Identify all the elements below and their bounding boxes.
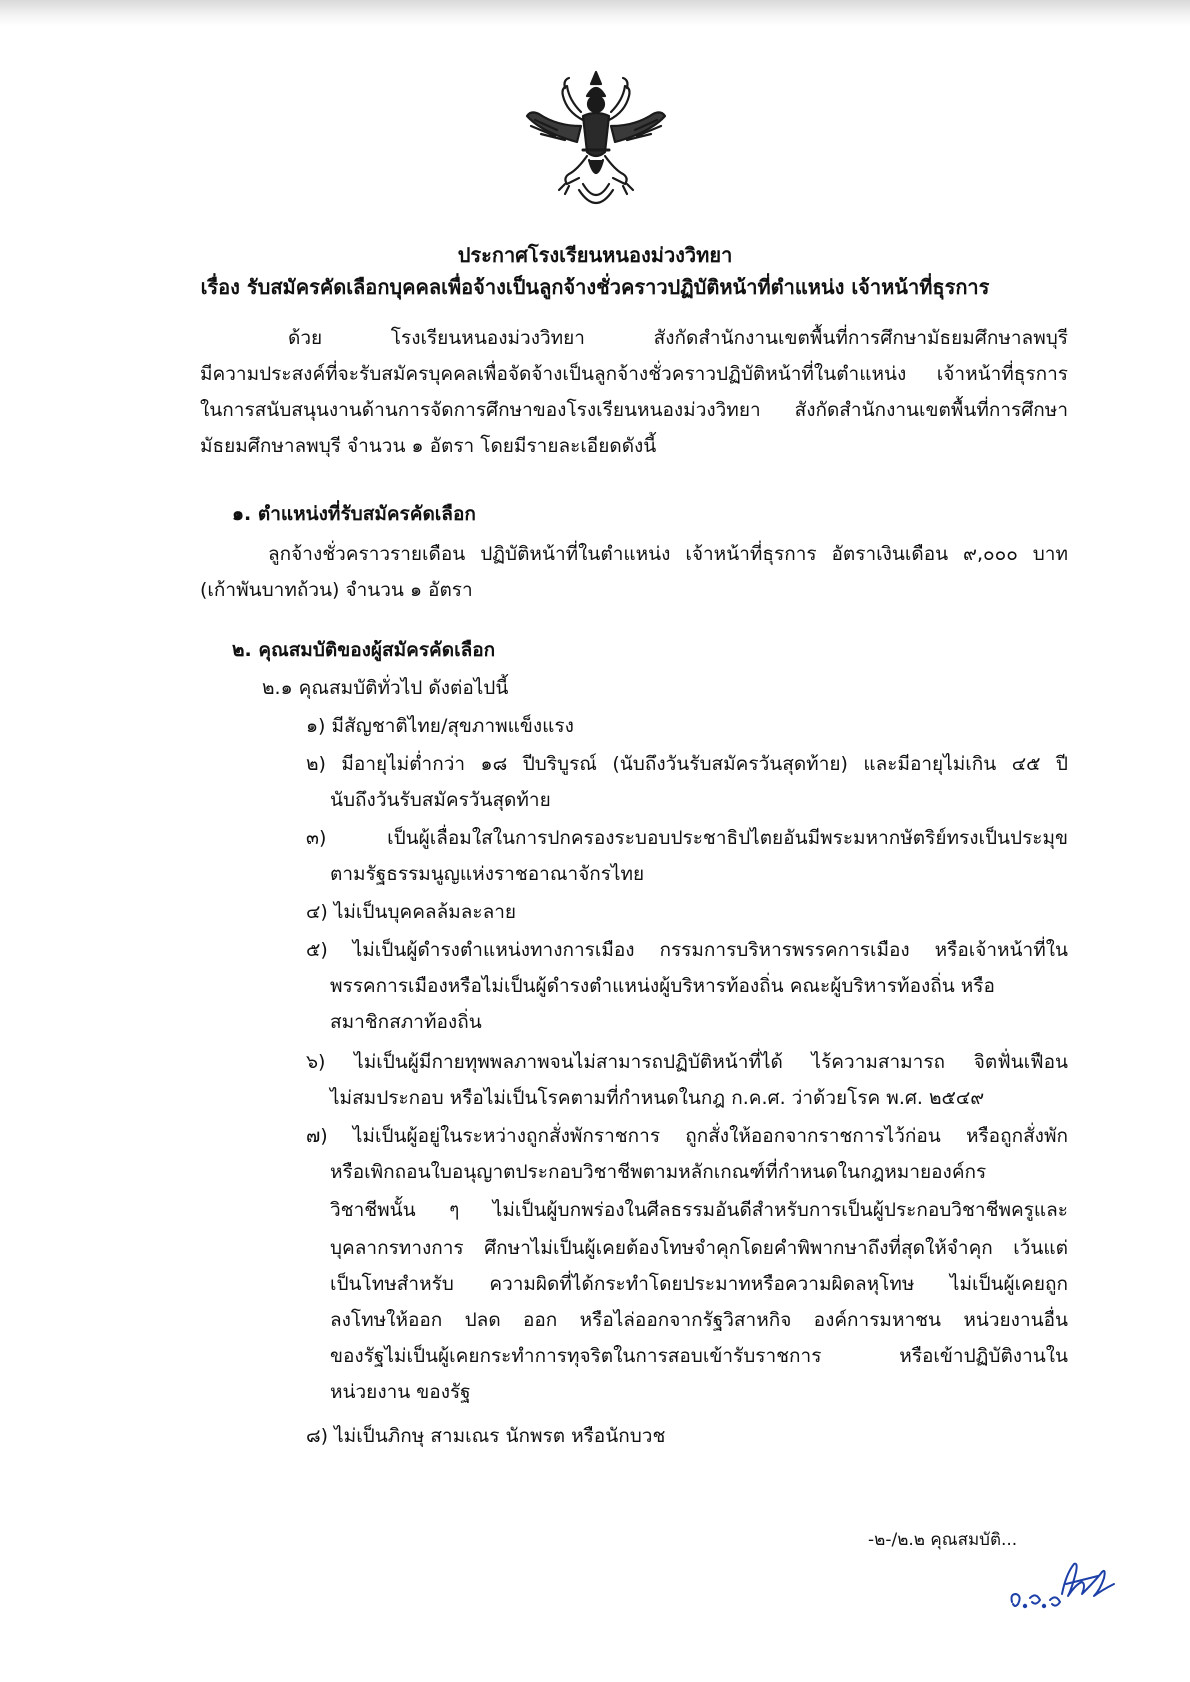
scan-shadow (0, 0, 1190, 26)
qualification-item: ๔) ไม่เป็นบุคคลล้มละลาย (306, 901, 517, 923)
intro-line: ในการสนับสนุนงานด้านการจัดการศึกษาของโรงเรียนหนองม่วงวิทยา สังกัดสำนักงานเขตพื้นที่การศึกษา (200, 399, 1068, 421)
qualification-item: ๗) ไม่เป็นผู้อยู่ในระหว่างถูกสั่งพักราชการ ถูกสั่งให้ออกจากราชการไว้ก่อน หรือถูกสั่งพัก (306, 1125, 1068, 1147)
qualification-item-continued: หรือเพิกถอนใบอนุญาตประกอบวิชาชีพตามหลักเกณฑ์ที่กำหนดในกฎหมายองค์กร (330, 1161, 987, 1183)
qualification-item-continued: ไม่สมประกอบ หรือไม่เป็นโรคตามที่กำหนดในกฎ ก.ค.ศ. ว่าด้วยโรค พ.ศ. ๒๕๔๙ (330, 1087, 985, 1109)
section-1-heading: ๑. ตำแหน่งที่รับสมัครคัดเลือก (232, 503, 476, 525)
section-2-subheading: ๒.๑ คุณสมบัติทั่วไป ดังต่อไปนี้ (262, 677, 509, 699)
qualification-item: ๕) ไม่เป็นผู้ดำรงตำแหน่งทางการเมือง กรรมการบริหารพรรคการเมือง หรือเจ้าหน้าที่ใน (306, 939, 1068, 961)
qualification-item: ๘) ไม่เป็นภิกษุ สามเณร นักพรต หรือนักบวช (306, 1425, 666, 1447)
qualification-item-continued: บุคลากรทางการ ศึกษาไม่เป็นผู้เคยต้องโทษจำคุกโดยคำพิพากษาถึงที่สุดให้จำคุก เว้นแต่ (330, 1237, 1068, 1259)
qualification-item-continued: เป็นโทษสำหรับ ความผิดที่ได้กระทำโดยประมาทหรือความผิดลหุโทษ ไม่เป็นผู้เคยถูก (330, 1273, 1068, 1295)
qualification-item: ๖) ไม่เป็นผู้มีกายทุพพลภาพจนไม่สามารถปฏิบัติหน้าที่ได้ ไร้ความสามารถ จิตฟั่นเฟือน (306, 1051, 1068, 1073)
qualification-item-continued: ของรัฐไม่เป็นผู้เคยกระทำการทุจริตในการสอบเข้ารับราชการ หรือเข้าปฏิบัติงานใน (330, 1345, 1068, 1367)
handwritten-signature (1006, 1554, 1124, 1616)
qualification-item-continued: ตามรัฐธรรมนูญแห่งราชอาณาจักรไทย (330, 863, 645, 885)
intro-line: มีความประสงค์ที่จะรับสมัครบุคคลเพื่อจัดจ้างเป็นลูกจ้างชั่วคราวปฏิบัติหน้าที่ในตำแหน่ง เจ้าหน้าที่ธุรการ (200, 363, 1068, 385)
qualification-item-continued: พรรคการเมืองหรือไม่เป็นผู้ดำรงตำแหน่งผู้บริหารท้องถิ่น คณะผู้บริหารท้องถิ่น หรือ (330, 975, 995, 997)
intro-line: มัธยมศึกษาลพบุรี จำนวน ๑ อัตรา โดยมีรายละเอียดดังนี้ (200, 435, 657, 457)
qualification-item: ๓) เป็นผู้เลื่อมใสในการปกครองระบอบประชาธิปไตยอันมีพระมหากษัตริย์ทรงเป็นประมุข (306, 827, 1068, 849)
section-2-heading: ๒. คุณสมบัติของผู้สมัครคัดเลือก (232, 639, 496, 661)
garuda-emblem-icon (521, 66, 671, 218)
qualification-item-continued: วิชาชีพนั้น ๆ ไม่เป็นผู้บกพร่องในศีลธรรมอันดีสำหรับการเป็นผู้ประกอบวิชาชีพครูและ (330, 1199, 1068, 1221)
qualification-item-continued: สมาชิกสภาท้องถิ่น (330, 1011, 482, 1033)
announcement-subject: เรื่อง รับสมัครคัดเลือกบุคคลเพื่อจ้างเป็นลูกจ้างชั่วคราวปฏิบัติหน้าที่ตำแหน่ง เจ้าหน้าที่ธุรการ (200, 275, 990, 299)
qualification-item: ๒) มีอายุไม่ต่ำกว่า ๑๘ ปีบริบูรณ์ (นับถึงวันรับสมัครวันสุดท้าย) และมีอายุไม่เกิน ๔๕ ปี (306, 753, 1068, 775)
intro-line: ด้วย โรงเรียนหนองม่วงวิทยา สังกัดสำนักงานเขตพื้นที่การศึกษามัธยมศึกษาลพบุรี (288, 327, 1068, 349)
page-continuation: -๒-/๒.๒ คุณสมบัติ... (868, 1530, 1018, 1550)
announcement-title: ประกาศโรงเรียนหนองม่วงวิทยา (457, 243, 733, 267)
qualification-item-continued: ลงโทษให้ออก ปลด ออก หรือไล่ออกจากรัฐวิสาหกิจ องค์การมหาชน หน่วยงานอื่น (330, 1309, 1068, 1331)
section-1-line: ลูกจ้างชั่วคราวรายเดือน ปฏิบัติหน้าที่ในตำแหน่ง เจ้าหน้าที่ธุรการ อัตราเงินเดือน ๙,๐๐๐ บาท (268, 543, 1068, 565)
qualification-item-continued: หน่วยงาน ของรัฐ (330, 1381, 471, 1403)
qualification-item: ๑) มีสัญชาติไทย/สุขภาพแข็งแรง (306, 715, 574, 737)
qualification-item-continued: นับถึงวันรับสมัครวันสุดท้าย (330, 789, 551, 811)
section-1-line: (เก้าพันบาทถ้วน) จำนวน ๑ อัตรา (200, 579, 473, 601)
